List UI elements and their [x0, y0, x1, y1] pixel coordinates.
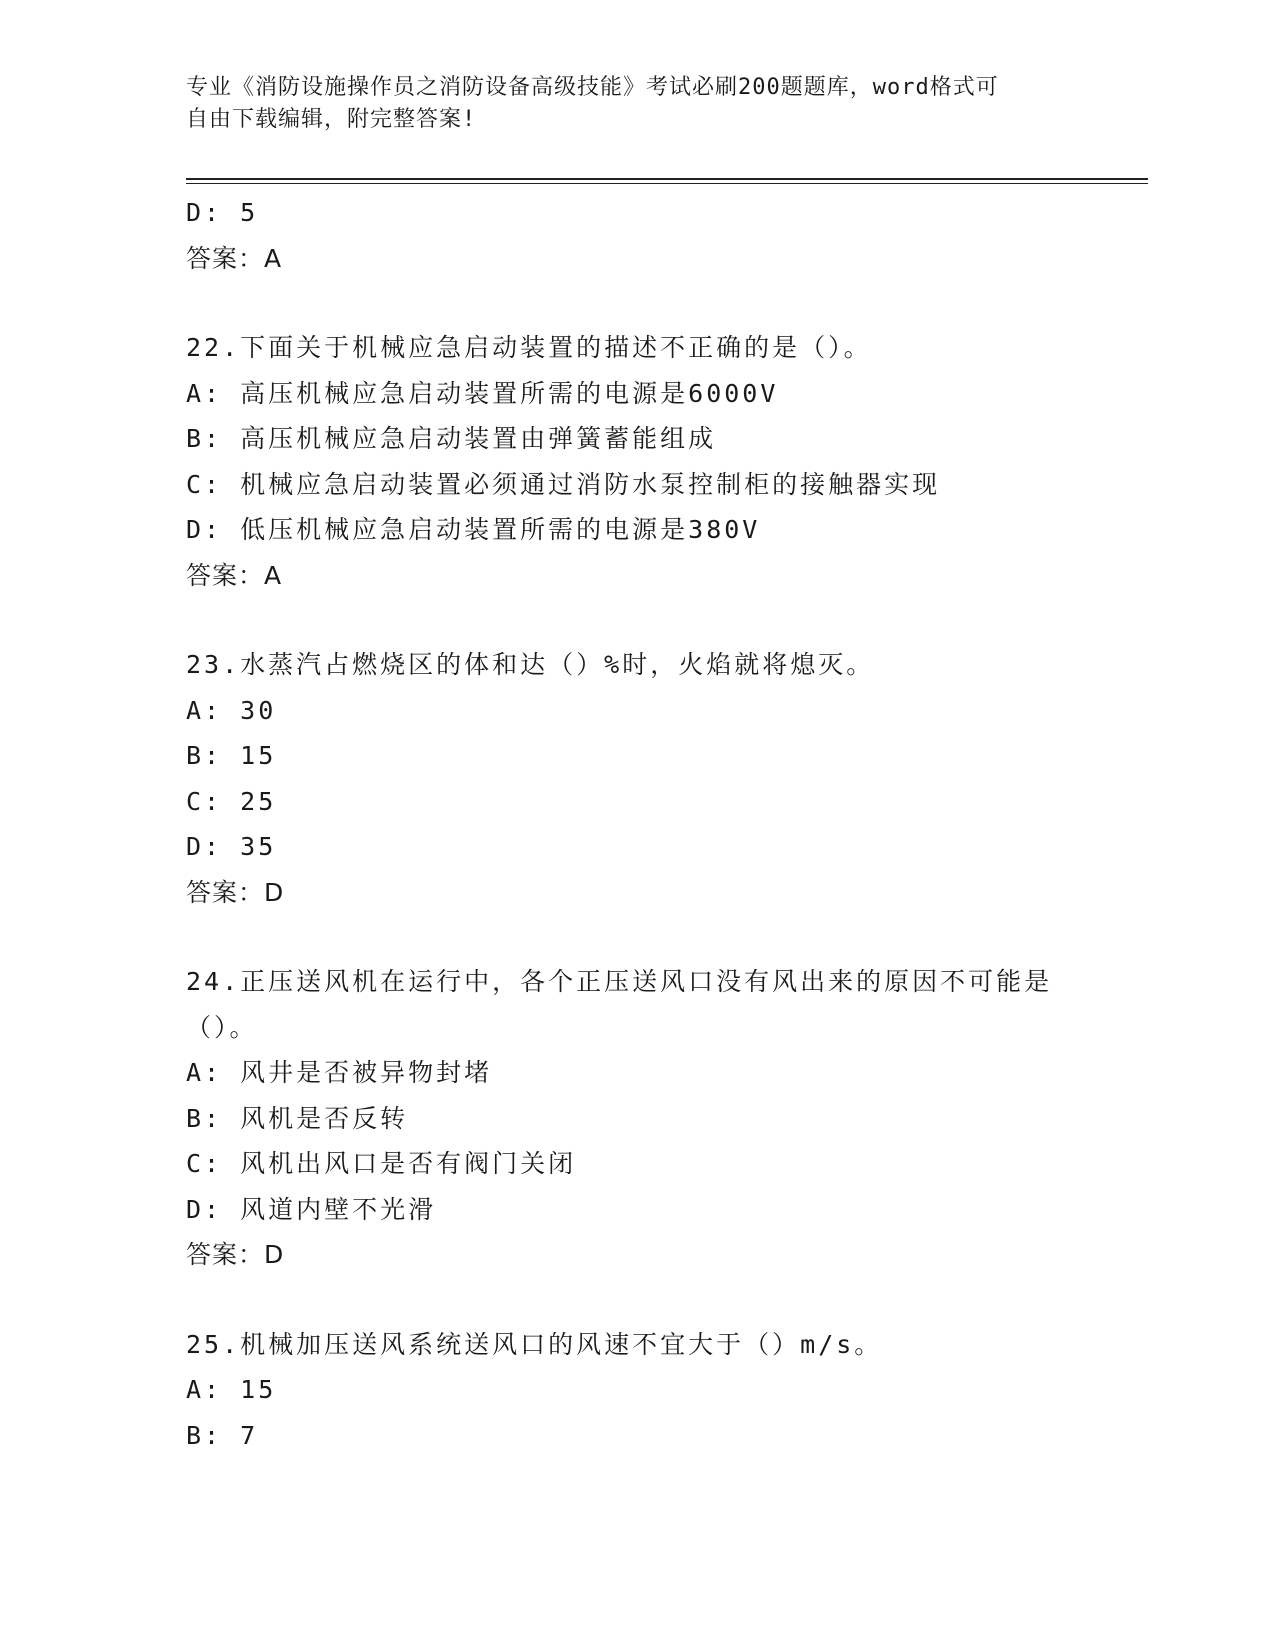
prev-answer: 答案：A — [186, 243, 283, 273]
option-a: A: 30 — [186, 695, 277, 725]
spacer — [186, 1278, 1086, 1322]
question-22 — [186, 325, 1086, 598]
option-c: C: 25 — [186, 786, 277, 816]
option-d: D: 35 — [186, 832, 277, 861]
option-c: C: 机械应急启动装置必须通过消防水泵控制柜的接触器实现 — [186, 469, 941, 499]
header-line-1: 专业《消防设施操作员之消防设备高级技能》考试必刷200题题库，word格式可 — [186, 75, 999, 100]
question-23 — [186, 642, 1086, 915]
question-list — [186, 190, 1086, 1458]
document-header — [186, 72, 1086, 136]
header-line-2: 自由下载编辑，附完整答案! — [186, 107, 477, 132]
header-divider-thick — [186, 178, 1148, 180]
question-stem: 23.水蒸汽占燃烧区的体和达（）%时，火焰就将熄灭。 — [186, 650, 875, 679]
option-b: B: 15 — [186, 741, 277, 770]
option-b: B: 高压机械应急启动装置由弹簧蓄能组成 — [186, 424, 717, 453]
prev-option-d: D: 5 — [186, 198, 259, 227]
question-stem-line-1: 24.正压送风机在运行中，各个正压送风口没有风出来的原因不可能是 — [186, 967, 1053, 996]
answer: 答案：A — [186, 560, 283, 590]
question-stem: 22.下面关于机械应急启动装置的描述不正确的是（）。 — [186, 333, 872, 362]
option-b: B: 7 — [186, 1420, 259, 1450]
question-stem-line-2: （）。 — [186, 1012, 258, 1042]
option-a: A: 高压机械应急启动装置所需的电源是6000V — [186, 378, 779, 408]
option-d: D: 风道内壁不光滑 — [186, 1194, 437, 1224]
option-c: C: 风机出风口是否有阀门关闭 — [186, 1149, 577, 1178]
answer: 答案：D — [186, 877, 285, 907]
option-d: D: 低压机械应急启动装置所需的电源是380V — [186, 515, 761, 544]
option-a: A: 风井是否被异物封堵 — [186, 1058, 493, 1087]
spacer — [186, 281, 1086, 325]
option-b: B: 风机是否反转 — [186, 1103, 409, 1133]
answer: 答案：D — [186, 1240, 285, 1269]
question-25 — [186, 1322, 1086, 1459]
option-a: A: 15 — [186, 1375, 277, 1404]
question-24 — [186, 959, 1086, 1278]
header-divider-thin — [186, 183, 1148, 184]
question-stem: 25.机械加压送风系统送风口的风速不宜大于（）m/s。 — [186, 1329, 883, 1359]
spacer — [186, 598, 1086, 642]
spacer — [186, 915, 1086, 959]
